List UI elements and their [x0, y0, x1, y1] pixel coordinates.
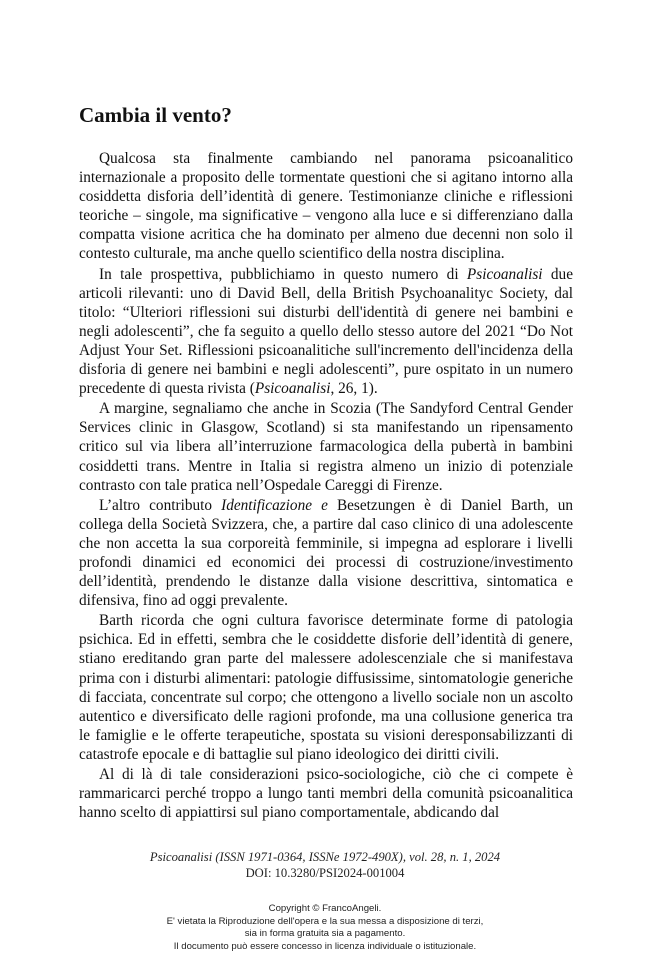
text-segment: Besetzungen è di Daniel Barth, un collega della Società Svizzera, che, a partire dal caso clinico di una adolescente che non accetta la sua corporeità femminile, si impegna ad esplorare i livelli profondi dinamici ed economici dei processi di costruzione/investimento dell’identità, prendendo le distanze dalla visione descrittiva, sintomatica e difensiva, fino ad oggi prevalente.	[79, 496, 574, 610]
journal-info	[0, 849, 650, 881]
copyright-notice	[0, 903, 650, 953]
copyright-line: Il documento può essere concesso in licenza individuale o istituzionale.	[173, 940, 477, 952]
text-segment: Barth ricorda che ogni cultura favorisce determinate forme di patologia psichica. Ed in effetti, sembra che le cosiddette disforie dell’identità di genere, stiano ereditando gran parte del malessere adolescenziale che si manifestava prima con i disturbi alimentari: patologie diffusissime, sintomatologie generiche di facciata, concentrate sul corpo; che ottengono a livello sociale non un ascolto autentico e diversificato delle ragioni profonde, ma una collusione generica tra le famiglie e le offerte terapeutiche, spostata su visioni deresponsabilizzanti di catastrofe epocale e di battaglie sul piano ideologico dei diritti civili.	[79, 612, 573, 763]
body-paragraph	[79, 611, 573, 764]
body-paragraph	[79, 765, 573, 822]
body-paragraph	[79, 399, 573, 494]
text-segment: Al di là di tale considerazioni psico-sociologiche, ciò che ci compete è rammaricarci perché troppo a lungo tanti membri della comunità psicoanalitica hanno scelto di appiattirsi sul piano comportamentale, abdicando dal	[79, 766, 573, 822]
copyright-line: sia in forma gratuita sia a pagamento.	[244, 928, 406, 940]
doi: DOI: 10.3280/PSI2024-001004	[245, 866, 405, 880]
text-segment: due articoli rilevanti: uno di David Bell, della British Psychoanalityc Society, dal titolo: “Ulteriori riflessioni sui disturbi dell'identità di genere nei bambini e negli adolescenti”, che fa seguito a quello dello stesso autore del 2021 “Do Not Adjust Your Set. Riflessioni psicoanalitiche sull'incremento dell'incidenza della disforia di genere nei bambini e negli adolescenti”, pure ospitato in un numero precedente di questa rivista (	[79, 265, 573, 398]
copyright-line: Copyright © FrancoAngeli.	[268, 903, 382, 914]
text-segment: In tale prospettiva, pubblichiamo in questo numero di	[99, 265, 467, 283]
text-segment: A margine, segnaliamo che anche in Scozia (The Sandyford Central Gender Services clinic in Glasgow, Scotland) si sta manifestando un ripensamento critico sul via libera all’interruzione farmacologica della pubertà in bambini cosiddetti trans. Mentre in Italia si registra almeno un inizio di potenziale contrasto con tale pratica nell’Ospedale Careggi di Firenze.	[79, 400, 573, 494]
article-title: Cambia il vento?	[79, 103, 232, 127]
body-paragraph	[79, 496, 573, 611]
italic-text-segment: Psicoanalisi	[466, 265, 543, 283]
body-paragraph	[79, 265, 573, 399]
text-segment: Qualcosa sta finalmente cambiando nel panorama psicoanalitico internazionale a proposito delle tormentate questioni che si agitano intorno alla cosiddetta disforia dell’identità di genere. Testimonianze cliniche e riflessioni teoriche – singole, ma significative – vengono alla luce e si differenziano dalla compatta visione acritica che ha dominato per almeno due decenni non solo il contesto culturale, ma anche quello scientifico della nostra disciplina.	[79, 150, 573, 263]
italic-text-segment: Psicoanalisi	[254, 380, 331, 398]
text-segment: , 26, 1).	[330, 380, 378, 398]
body-paragraph	[79, 149, 573, 264]
text-segment: L’altro contributo	[99, 496, 222, 514]
italic-text-segment: Identificazione e	[221, 496, 328, 514]
copyright-line: E' vietata la Riproduzione dell'opera e la sua messa a disposizione di terzi,	[166, 915, 484, 927]
journal-reference: Psicoanalisi (ISSN 1971-0364, ISSNe 1972-490X), vol. 28, n. 1, 2024	[149, 850, 501, 864]
article-body	[79, 149, 573, 822]
